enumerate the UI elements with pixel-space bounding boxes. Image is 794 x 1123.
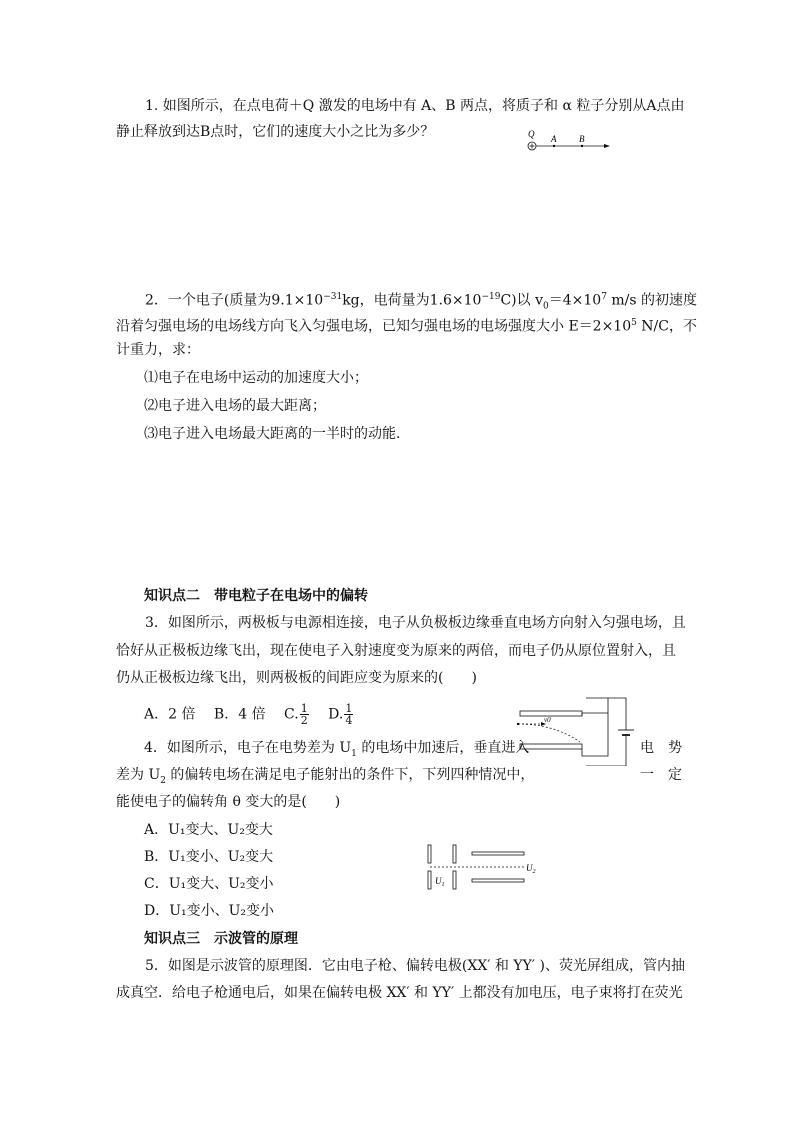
q4-fig-label-u2: $U_2$	[526, 863, 536, 875]
section3-title: 知识点三 示波管的原理	[144, 931, 298, 947]
top-plate	[520, 711, 582, 716]
q3-fig-label-v0: v0	[544, 716, 551, 724]
q3-option-d-fraction: $\frac{1}{4}$	[345, 702, 353, 727]
q5-line1: 5．如图是示波管的原理图．它由电子枪、偏转电极(XX′ 和 YY′ )、荧光屏组成，管内抽	[145, 958, 685, 974]
deflect-bottom-plate	[472, 879, 524, 882]
q1-line1: 1. 如图所示，在点电荷＋Q 激发的电场中有 A、B 两点，将质子和 α 粒子分别从A点由	[145, 98, 685, 114]
q4-option-b: B．U₁变小、U₂变大	[144, 849, 274, 865]
q4-accel-deflect-figure	[424, 842, 544, 892]
q4-option-a: A．U₁变大、U₂变大	[144, 822, 273, 838]
q1-label-q: Q	[528, 129, 535, 139]
q3-line1: 3．如图所示，两极板与电源相连接，电子从负极板边缘垂直电场方向射入匀强电场，且	[145, 615, 686, 631]
deflect-top-plate	[472, 852, 524, 855]
q3-options	[144, 703, 354, 726]
q4-option-c: C．U₁变大、U₂变小	[144, 876, 274, 892]
section2-title: 知识点二 带电粒子在电场中的偏转	[144, 588, 368, 604]
q3-option-c-fraction: $\frac{1}{2}$	[300, 702, 308, 727]
q4-option-d: D．U₁变小、U₂变小	[144, 903, 275, 919]
q3-option-d: D.	[328, 706, 344, 723]
q2-line1: 2．一个电子(质量为$9.1\times 10^{-31}kg$，电荷量为$1.6\times 10^{-19}C$)以 $v_0=4\times 10^7$ m/s 的初速度	[145, 292, 697, 312]
q4-line2-right: 一 定	[640, 767, 682, 783]
q2-sub1: ⑴电子在电场中运动的加速度大小；	[144, 370, 368, 386]
q3-plates-figure	[514, 694, 634, 766]
q1-label-a: A	[551, 134, 557, 144]
q3-option-b: B．4 倍	[213, 706, 266, 723]
q2-line3: 计重力，求：	[116, 342, 200, 358]
q1-label-b: B	[579, 134, 585, 144]
q3-line2: 恰好从正极板边缘飞出，现在使电子入射速度变为原来的两倍，而电子仍从原位置射入，且	[116, 643, 676, 659]
q4-line1-right: 电 势	[640, 740, 682, 756]
q1-field-figure	[522, 128, 614, 154]
q5-line2: 成真空．给电子枪通电后，如果在偏转电极 XX′ 和 YY′ 上都没有加电压，电子束将打在荧光	[116, 985, 683, 1001]
q3-line3: 仍从正极板边缘飞出，则两极板的间距应变为原来的( )	[116, 670, 477, 686]
q3-option-a: A．2 倍	[144, 706, 196, 723]
q4-line2: 差为 $U_2$ 的偏转电场在满足电子能射出的条件下，下列四种情况中，	[116, 767, 535, 786]
q2-line2: 沿着匀强电场的电场线方向飞入匀强电场，已知匀强电场的电场强度大小 $E=2\times 10^5$ N/C，不	[116, 318, 697, 335]
q4-line3: 能使电子的偏转角 θ 变大的是( )	[116, 794, 341, 810]
q3-option-c: C.	[284, 706, 299, 723]
q2-sub2: ⑵电子进入电场的最大距离；	[144, 398, 326, 414]
q1-line2: 静止释放到达B点时，它们的速度大小之比为多少？	[116, 124, 435, 140]
field-arrow	[604, 144, 610, 148]
q4-fig-label-u1: $U_1$	[435, 876, 445, 888]
q2-sub3: ⑶电子进入电场最大距离的一半时的动能.	[144, 426, 401, 442]
q4-line1: 4．如图所示，电子在电势差为 $U_1$ 的电场中加速后，垂直进入	[144, 740, 530, 759]
